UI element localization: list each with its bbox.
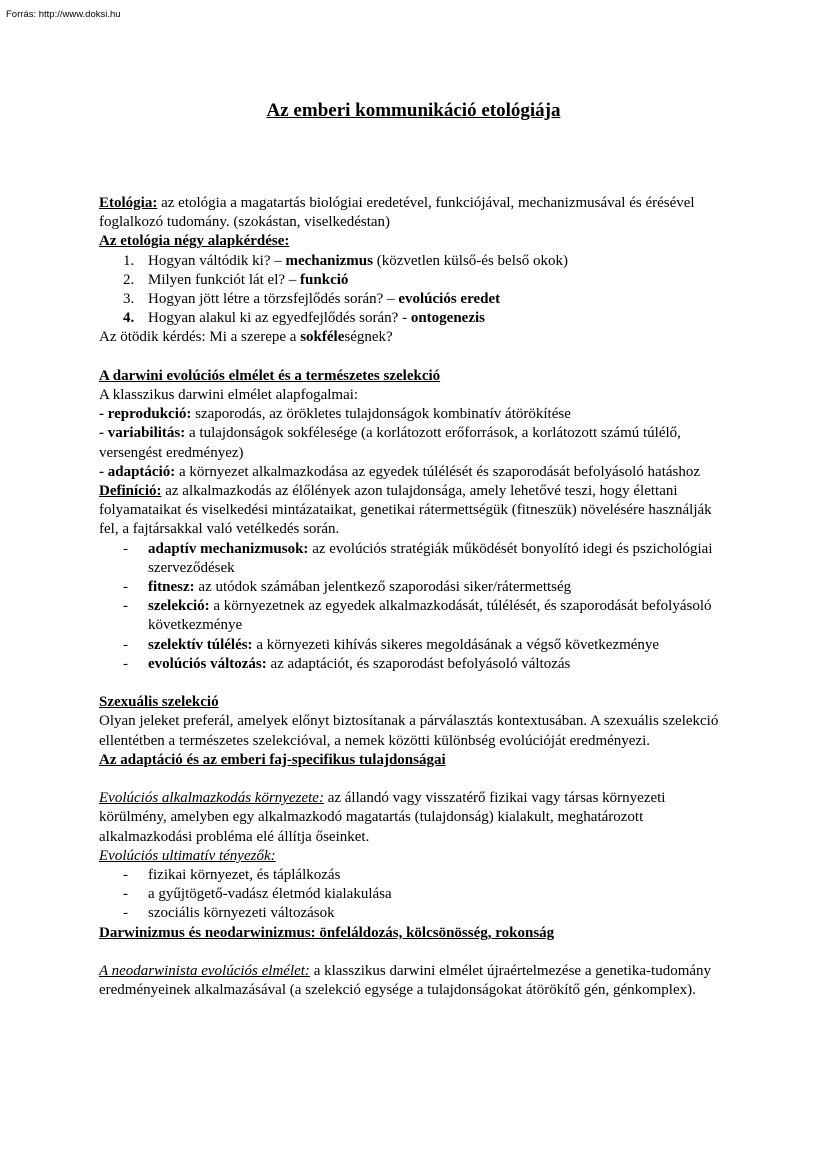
concept-variabilitas: - variabilitás: a tulajdonságok sokfélesége (a korlátozott erőforrások, a korlátozott számú túlélő, versengést eredményez) xyxy=(99,425,681,461)
darwin-heading: A darwini evolúciós elmélet és a természetes szelekció xyxy=(99,367,441,384)
questions-heading: Az etológia négy alapkérdése: xyxy=(99,233,290,250)
darwin-intro: A klasszikus darwini elmélet alapfogalmai: xyxy=(99,387,359,404)
adaptation-environment: Evolúciós alkalmazkodás környezete: az állandó vagy visszatérő fizikai vagy társas környezeti körülmény, amelyben egy alkalmazkodó magatartás (tulajdonság) kialakult, meghatározott alkalmazkodási probléma elé állítja őseinket. xyxy=(99,790,666,845)
factors-heading: Evolúciós ultimatív tényezők: xyxy=(99,847,276,864)
list-item: - fizikai környezet, és táplálkozás xyxy=(99,866,729,885)
factors-list xyxy=(99,866,729,924)
list-item: 2. Milyen funkciót lát el? – funkció xyxy=(123,271,349,288)
adaptation-heading: Az adaptáció és az emberi faj-specifikus tulajdonságai xyxy=(99,751,446,768)
questions-list xyxy=(99,252,729,329)
list-item: - adaptív mechanizmusok: az evolúciós stratégiák működését bonyolító idegi és pszichológiai szerveződések xyxy=(99,540,729,578)
list-item: - szelekció: a környezetnek az egyedek alkalmazkodását, túlélését, és szaporodását befolyásoló következménye xyxy=(99,597,729,635)
darwin-definition: Definíció: az alkalmazkodás az élőlények azon tulajdonsága, amely lehetővé teszi, hogy élettani folyamataikat és viselkedési mintázataikat, genetikai rátermettségük (fitneszük) növelésére használják fel, a fajtársakkal való vetélkedés során. xyxy=(99,483,712,538)
concept-adaptacio: - adaptáció: a környezet alkalmazkodása az egyedek túlélését és szaporodását befolyásoló hatáshoz xyxy=(99,463,701,480)
etologia-definition: Etológia: az etológia a magatartás biológiai eredetével, funkciójával, mechanizmusával és érésével foglalkozó tudomány. (szokástan, viselkedéstan) xyxy=(99,195,695,231)
list-item: - a gyűjtögető-vadász életmód kialakulása xyxy=(99,885,729,904)
neo-heading: Darwinizmus és neodarwinizmus: önfeláldozás, kölcsönösség, rokonság xyxy=(99,924,555,941)
fifth-question: Az ötödik kérdés: Mi a szerepe a sokféleségnek? xyxy=(99,329,393,346)
sexual-heading: Szexuális szelekció xyxy=(99,694,219,711)
list-item: 3. Hogyan jött létre a törzsfejlődés során? – evolúciós eredet xyxy=(123,291,501,308)
concept-reprodukcio: - reprodukció: szaporodás, az örökletes tulajdonságok kombinatív átörökítése xyxy=(99,406,571,423)
sexual-text: Olyan jeleket preferál, amelyek előnyt biztosítanak a párválasztás kontextusában. A szexuális szelekció ellentétben a természetes szelekcióval, a nemek közötti különbség evolúcióját eredményezi. xyxy=(99,713,719,749)
list-item: - szociális környezeti változások xyxy=(99,904,729,923)
page-title: Az emberi kommunikáció etológiája xyxy=(266,100,561,121)
etologia-term: Etológia: xyxy=(99,195,158,211)
list-item: 4. Hogyan alakul ki az egyedfejlődés során? - ontogenezis xyxy=(123,310,485,327)
neo-definition: A neodarwinista evolúciós elmélet: a klasszikus darwini elmélet újraértelmezése a genetika-tudomány eredményeinek alkalmazásával (a szelekció egysége a tulajdonságokat átörökítő gén, génkomplex). xyxy=(99,963,712,999)
source-note: Forrás: http://www.doksi.hu xyxy=(6,9,121,20)
list-item: - fitnesz: az utódok számában jelentkező szaporodási siker/rátermettség xyxy=(99,578,729,597)
list-item: 1. Hogyan váltódik ki? – mechanizmus (közvetlen külső-és belső okok) xyxy=(123,252,568,269)
darwin-items-list xyxy=(99,540,729,674)
list-item: - szelektív túlélés: a környezeti kihívás sikeres megoldásának a végső következménye xyxy=(99,636,729,655)
document-body xyxy=(99,194,729,1000)
list-item: - evolúciós változás: az adaptációt, és szaporodást befolyásoló változás xyxy=(99,655,729,674)
